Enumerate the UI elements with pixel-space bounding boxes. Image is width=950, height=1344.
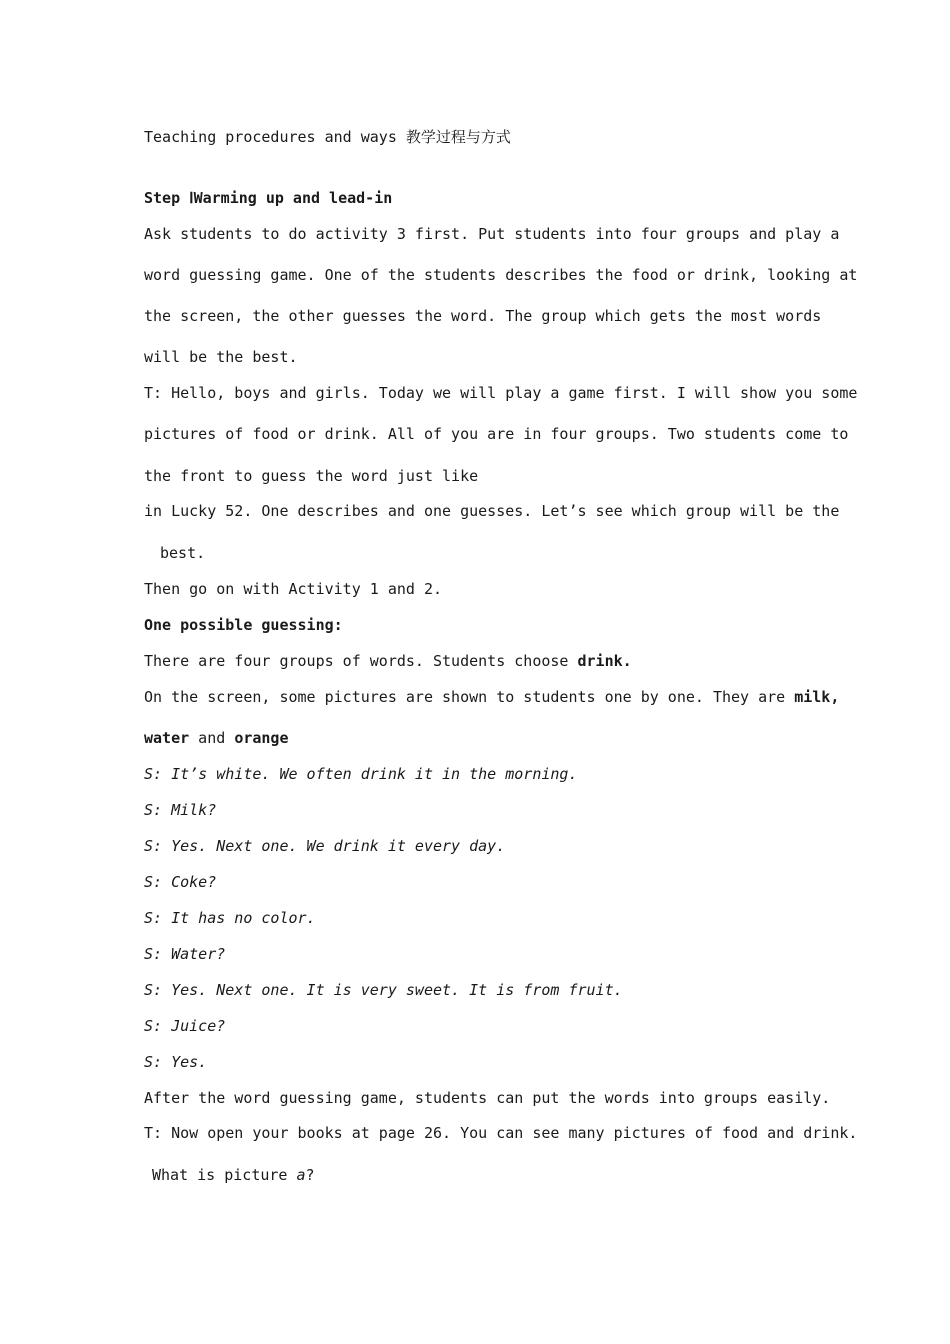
paragraph-line [144, 1165, 816, 1185]
bold-word: water [144, 729, 190, 747]
paragraph-line: in Lucky 52. One describes and one guesses. Let’s see which group will be the [144, 502, 840, 520]
text-span: and [189, 729, 235, 747]
dialogue-line: S: It’s white. We often drink it in the morning. [144, 765, 578, 783]
paragraph-line: T: Hello, boys and girls. Today we will play a game first. I will show you some [144, 384, 858, 402]
text-span: ? [305, 1166, 315, 1184]
dialogue-line: S: Juice? [144, 1017, 226, 1035]
paragraph-line: pictures of food or drink. All of you are in four groups. Two students come to [144, 425, 849, 443]
paragraph-line [144, 651, 808, 671]
paragraph-line: Then go on with Activity 1 and 2. [144, 580, 443, 598]
dialogue-line: S: Water? [144, 945, 226, 963]
paragraph-line: the screen, the other guesses the word. The group which gets the most words [144, 307, 822, 325]
paragraph-line: After the word guessing game, students can put the words into groups easily. [144, 1089, 831, 1107]
text-span: There are four groups of words. Students choose [144, 652, 578, 670]
bold-word: drink. [577, 652, 632, 670]
dialogue-line: S: Milk? [144, 801, 217, 819]
italic-letter: a [296, 1166, 306, 1184]
paragraph-line: best. [160, 544, 206, 562]
paragraph-line: Ask students to do activity 3 first. Put students into four groups and play a [144, 225, 840, 243]
bold-word: orange [234, 729, 289, 747]
dialogue-line: S: Yes. Next one. It is very sweet. It is from fruit. [144, 981, 623, 999]
text-span: On the screen, some pictures are shown to students one by one. They are [144, 688, 795, 706]
bold-word: milk, [794, 688, 840, 706]
step-title: Step ⅠWarming up and lead-in [144, 189, 393, 207]
paragraph-line: T: Now open your books at page 26. You can see many pictures of food and drink. [144, 1124, 858, 1142]
dialogue-line: S: It has no color. [144, 909, 316, 927]
paragraph-line: will be the best. [144, 348, 298, 366]
document-heading: Teaching procedures and ways 教学过程与方式 [144, 128, 511, 146]
paragraph-line [144, 687, 840, 707]
dialogue-line: S: Yes. Next one. We drink it every day. [144, 837, 506, 855]
paragraph-line: the front to guess the word just like [144, 467, 479, 485]
dialogue-line: S: Yes. [144, 1053, 208, 1071]
subheading: One possible guessing: [144, 616, 343, 634]
paragraph-line: word guessing game. One of the students describes the food or drink, looking at [144, 266, 858, 284]
paragraph-line [144, 728, 808, 748]
dialogue-line: S: Coke? [144, 873, 217, 891]
text-span: What is picture [152, 1166, 297, 1184]
